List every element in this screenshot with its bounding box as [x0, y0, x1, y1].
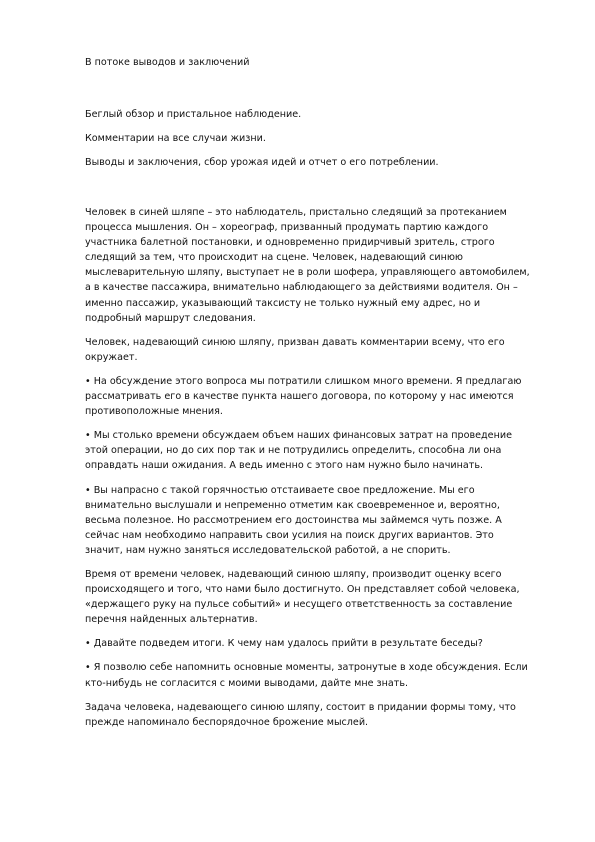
intro-line: Выводы и заключения, сбор урожая идей и отчет о его потреблении. — [85, 157, 439, 168]
paragraph: Человек, надевающий синюю шляпу, призван давать комментарии всему, что его окружает. — [85, 336, 505, 363]
document-title: В потоке выводов и заключений — [85, 57, 250, 68]
bullet-paragraph: • Вы напрасно с такой горячностью отстаиваете свое предложение. Мы его внимательно выслушали и непременно отметим как своевременное и, вероятно, весьма полезное. Но рассмотрением его достоинства мы займемся чуть позже. А сейчас нам необходимо направить свои усилия на поиск других вариантов. Это значит, нам нужно заняться исследовательской работой, а не спорить. — [85, 484, 502, 556]
paragraph: Задача человека, надевающего синюю шляпу, состоит в придании формы тому, что прежде напоминало беспорядочное брожение мыслей. — [85, 701, 516, 728]
bullet-paragraph: • На обсуждение этого вопроса мы потратили слишком много времени. Я предлагаю рассматривать его в качестве пункта нашего договора, по которому у нас имеются противоположные мнения. — [85, 375, 522, 418]
bullet-paragraph: • Мы столько времени обсуждаем объем наших финансовых затрат на проведение этой операции, но до сих пор так и не потрудились определить, способна ли она оправдать наши ожидания. А ведь именно с этого нам нужно было начинать. — [85, 430, 512, 472]
bullet-paragraph: • Давайте подведем итоги. К чему нам удалось прийти в результате беседы? — [85, 638, 483, 650]
bullet-paragraph: • Я позволю себе напомнить основные моменты, затронутые в ходе обсуждения. Если кто-нибудь не согласится с моими выводами, дайте мне знать. — [85, 662, 528, 689]
intro-line: Беглый обзор и пристальное наблюдение. — [85, 109, 302, 120]
document-body — [85, 205, 530, 739]
intro-line: Комментарии на все случаи жизни. — [85, 133, 266, 144]
paragraph: Человек в синей шляпе – это наблюдатель, пристально следящий за протеканием процесса мышления. Он – хореограф, призванный продумать партию каждого участника балетной постановки, и одновременно придирчивый зритель, строго следящий за тем, что происходит на сцене. Человек, надевающий синюю мыслеварительную шляпу, выступает не в роли шофера, управляющего автомобилем, а в качестве пассажира, внимательно наблюдающего за действиями водителя. Он – именно пассажир, указывающий таксисту не только нужный ему адрес, но и подробный маршрут следования. — [85, 207, 530, 324]
paragraph: Время от времени человек, надевающий синюю шляпу, производит оценку всего происходящего и того, что нами было достигнуто. Он представляет собой человека, «держащего руку на пульсе событий» и несущего ответственность за составление перечня найденных альтернатив. — [85, 568, 520, 626]
